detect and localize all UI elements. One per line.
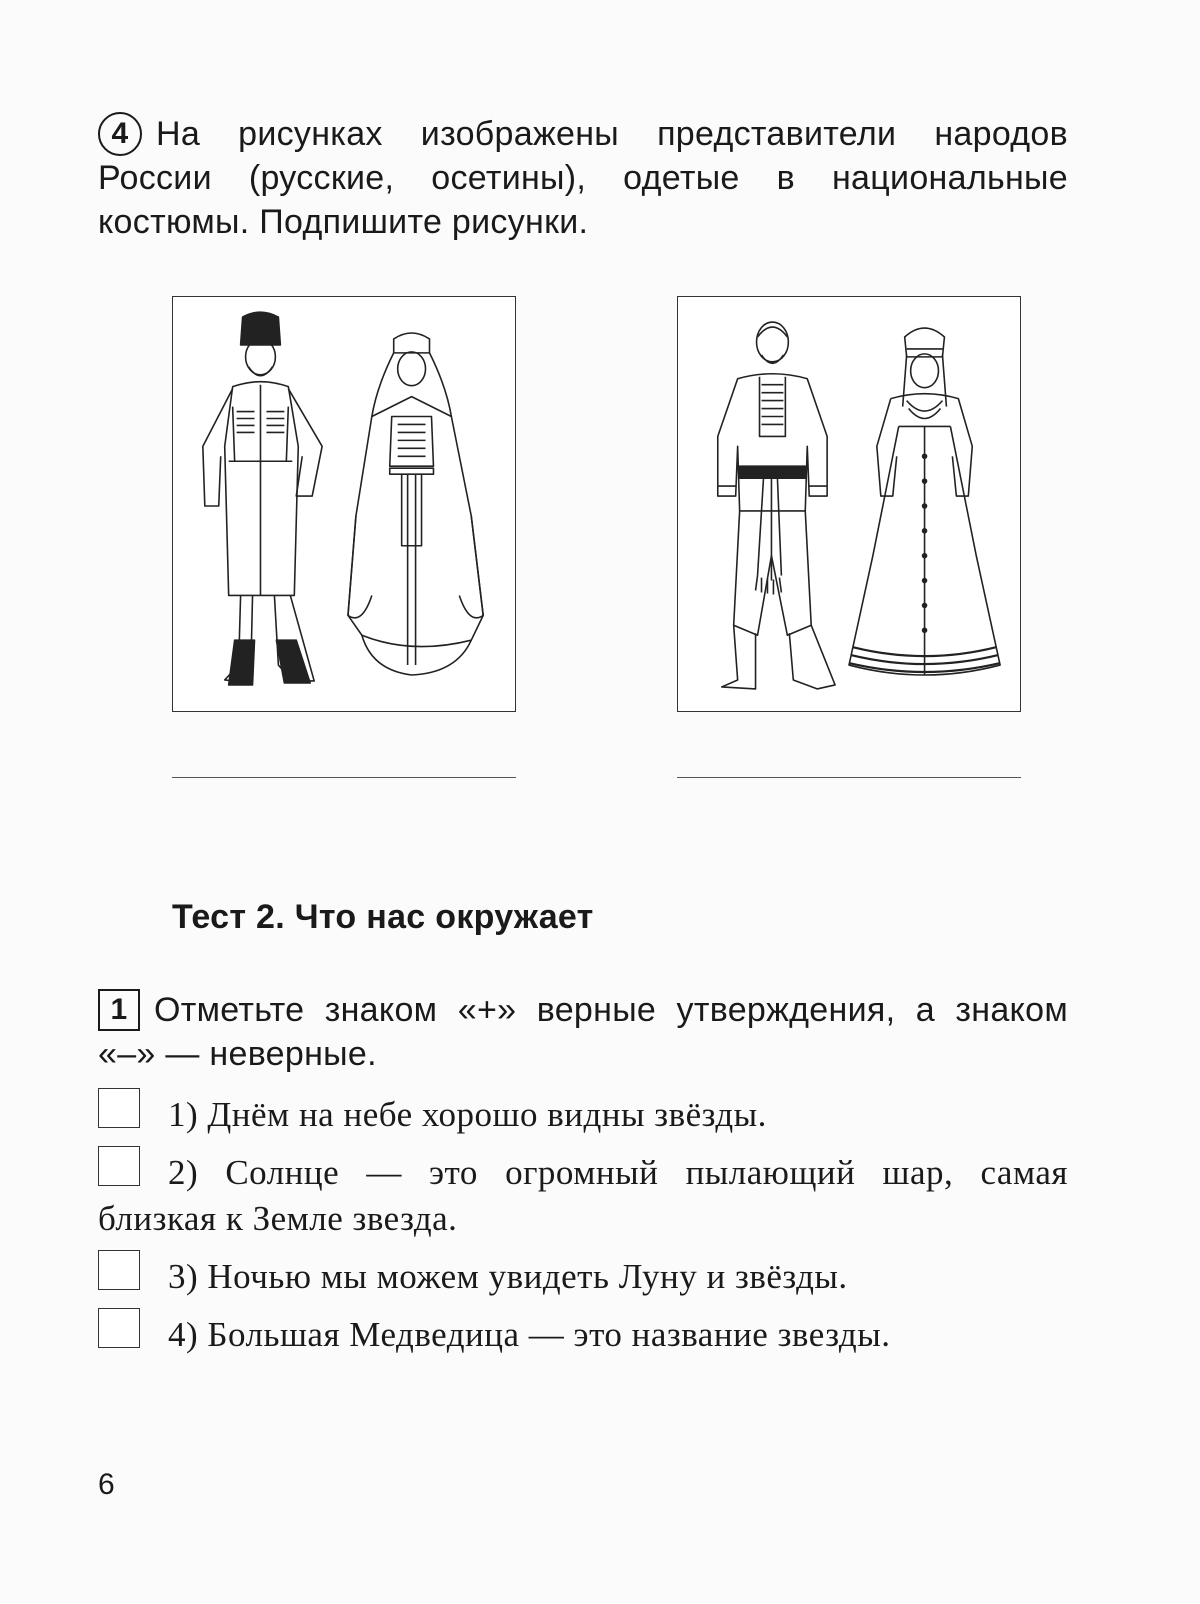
answer-line-left[interactable] <box>172 777 516 778</box>
task-1 <box>98 988 1068 1076</box>
picture-ossetian-costumes <box>172 296 516 712</box>
answer-checkbox-1[interactable] <box>98 1088 140 1128</box>
test-title: Тест 2. Что нас окружает <box>172 898 594 936</box>
answer-checkbox-3[interactable] <box>98 1250 140 1290</box>
statement-list <box>98 1088 1068 1366</box>
answer-line-right[interactable] <box>677 777 1021 778</box>
statement-1 <box>98 1088 1068 1138</box>
statement-4 <box>98 1308 1068 1358</box>
statement-1-text: 1) Днём на небе хорошо видны звёзды. <box>168 1095 767 1134</box>
task-4 <box>98 112 1068 244</box>
answer-checkbox-2[interactable] <box>98 1146 140 1186</box>
task-4-number: 4 <box>98 112 142 156</box>
task-4-text: На рисунках изображены представители народов России (русские, осетины), одетые в национальные костюмы. Подпишите рисунки. <box>98 115 1068 241</box>
statement-2 <box>98 1146 1068 1242</box>
ossetian-costumes-illustration <box>173 297 515 711</box>
task-1-text: Отметьте знаком «+» верные утверждения, а знаком «–» — неверные. <box>98 991 1068 1073</box>
task-1-number: 1 <box>98 989 140 1031</box>
page-number: 6 <box>98 1468 115 1501</box>
statement-4-text: 4) Большая Медведица — это название звезды. <box>168 1315 891 1354</box>
statement-2-text: 2) Солнце — это огромный пылающий шар, самая близкая к Земле звезда. <box>98 1153 1068 1238</box>
russian-costumes-illustration <box>678 297 1020 711</box>
picture-russian-costumes <box>677 296 1021 712</box>
statement-3 <box>98 1250 1068 1300</box>
answer-checkbox-4[interactable] <box>98 1308 140 1348</box>
statement-3-text: 3) Ночью мы можем увидеть Луну и звёзды. <box>168 1257 848 1296</box>
